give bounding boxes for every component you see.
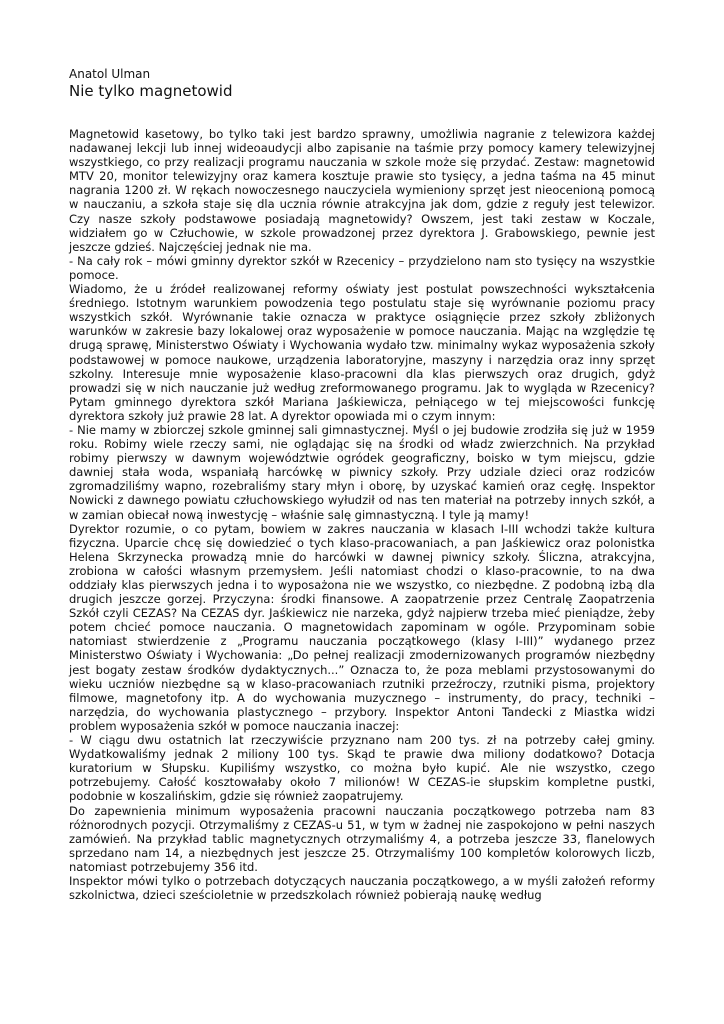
paragraph: Wiadomo, że u źródeł realizowanej reformy oświaty jest postulat powszechności wykształcenia średniego. Istotnym warunkiem powodzenia tego postulatu staje się wyrównanie poziomu pracy wszystkich szkół. Wyrównanie takie oznacza w praktyce osiągnięcie przez szkoły zbliżonych warunków w zakresie bazy lokalowej oraz wyposażenie w pomoce nauczania. Mając na względzie tę drugą sprawę, Ministerstwo Oświaty i Wychowania wydało tzw. minimalny wykaz wyposażenia szkoły podstawowej w pomoce naukowe, urządzenia laboratoryjne, maszyny i narzędzia oraz inny sprzęt szkolny. Interesuje mnie wyposażenie klaso-pracowni dla klas pierwszych oraz drugich, gdyż prowadzi się w nich nauczanie już według zreformowanego programu. Jak to wygląda w Rzecenicy? Pytam gminnego dyrektora szkół Mariana Jaśkiewicza, pełniącego w tej miejscowości funkcję dyrektora szkoły już prawie 28 lat. A dyrektor opowiada mi o czym innym:: [69, 282, 655, 423]
paragraph: - Nie mamy w zbiorczej szkole gminnej sali gimnastycznej. Myśl o jej budowie zrodziła się już w 1959 roku. Robimy wiele rzeczy sami, nie oglądając się na środki od władz zwierzchnich. Na przykład robimy pierwszy w dawnym województwie ogródek geograficzny, boisko w tym miejscu, gdzie dawniej stała woda, wspaniałą harcówkę w piwnicy szkoły. Przy udziale dzieci oraz rodziców zgromadziliśmy wapno, rozebraliśmy stary młyn i oborę, by uzyskać kamień oraz cegłę. Inspektor Nowicki z dawnego powiatu człuchowskiego wyłudził od nas ten materiał na potrzeby innych szkół, a w zamian obiecał nową inwestycję – właśnie salę gimnastyczną. I tyle ją mamy!: [69, 422, 655, 522]
author-name: Anatol Ulman: [69, 67, 151, 81]
paragraph: Dyrektor rozumie, o co pytam, bowiem w zakres nauczania w klasach I-III wchodzi także kultura fizyczna. Uparcie chcę się dowiedzieć o tych klaso-pracowaniach, a pan Jaśkiewicz oraz polonistka Helena Skrzynecka prowadzą mnie do harcówki w dawnej piwnicy szkoły. Śliczna, atrakcyjna, zrobiona w całości własnym przemysłem. Jeśli natomiast chodzi o klaso-pracownie, to na dwa oddziały klas pierwszych jedna i to wyposażona nie we wszystko, co niezbędne. Z podobną izbą dla drugich jeszcze gorzej. Przyczyna: środki finansowe. A zaopatrzenie przez Centralę Zaopatrzenia Szkół czyli CEZAS? Na CEZAS dyr. Jaśkiewicz nie narzeka, gdyż najpierw trzeba mieć pieniądze, żeby potem chcieć pomoce nauczania. O magnetowidach zapominam w ogóle. Przypominam sobie natomiast stwierdzenie z „Programu nauczania początkowego (klasy I-III)” wydanego przez Ministerstwo Oświaty i Wychowania: „Do pełnej realizacji zmodernizowanych programów niezbędny jest bogaty zestaw środków dydaktycznych...” Oznacza to, że poza meblami przystosowanymi do wieku uczniów niezbędne są w klaso-pracowaniach rzutniki przeźroczy, rzutniki pisma, projektory filmowe, magnetofony itp. A do wychowania muzycznego – instrumenty, do pracy, techniki – narzędzia, do wychowania plastycznego – przybory. Inspektor Antoni Tandecki z Miastka widzi problem wyposażenia szkół w pomoce nauczania inaczej:: [69, 521, 655, 733]
paragraph: Do zapewnienia minimum wyposażenia pracowni nauczania początkowego potrzeba nam 83 różnorodnych pozycji. Otrzymaliśmy z CEZAS-u 51, w tym w żadnej nie zaspokojono w pełni naszych zamówień. Na przykład tablic magnetycznych otrzymaliśmy 4, a potrzeba jeszcze 33, flanelowych sprzedano nam 14, a niezbędnych jest jeszcze 25. Otrzymaliśmy 100 kompletów kolorowych liczb, natomiast potrzebujemy 356 itd.: [69, 803, 655, 874]
document-page: [69, 66, 655, 902]
paragraph: Inspektor mówi tylko o potrzebach dotyczących nauczania początkowego, a w myśli założeń reformy szkolnictwa, dzieci sześcioletnie w przedszkolach również pobierają naukę według: [69, 873, 655, 903]
paragraph: - W ciągu dwu ostatnich lat rzeczywiście przyznano nam 200 tys. zł na potrzeby całej gminy. Wydatkowaliśmy jednak 2 miliony 100 tys. Skąd te prawie dwa miliony dodatkowo? Dotacja kuratorium w Słupsku. Kupiliśmy wszystko, co można było kupić. Ale nie wszystko, czego potrzebujemy. Całość kosztowałaby około 7 milionów! W CEZAS-ie słupskim kompletne pustki, podobnie w koszalińskim, gdzie się również zaopatrujemy.: [69, 733, 655, 804]
paragraph: Magnetowid kasetowy, bo tylko taki jest bardzo sprawny, umożliwia nagranie z telewizora każdej nadawanej lekcji lub innej wideoaudycji albo zapisanie na taśmie przy pomocy kamery telewizyjnej wszystkiego, co przy realizacji programu nauczania w szkole może się przydać. Zestaw: magnetowid MTV 20, monitor telewizyjny oraz kamera kosztuje prawie sto tysięcy, a jedna taśma na 45 minut nagrania 1200 zł. W rękach nowoczesnego nauczyciela wymieniony sprzęt jest nieocenioną pomocą w nauczaniu, a szkoła staje się dla ucznia równie atrakcyjna jak dom, gdzie z reguły jest telewizor. Czy nasze szkoły podstawowe posiadają magnetowidy? Owszem, jest taki zestaw w Koczale, widziałem go w Człuchowie, w szkole prowadzonej przez dyrektora J. Grabowskiego, pewnie jest jeszcze gdzieś. Najczęściej jednak nie ma.: [69, 127, 655, 254]
paragraph: - Na cały rok – mówi gminny dyrektor szkół w Rzecenicy – przydzielono nam sto tysięcy na wszystkie pomoce.: [69, 253, 655, 282]
article-body: [69, 127, 655, 902]
article-title: Nie tylko magnetowid: [69, 82, 233, 100]
